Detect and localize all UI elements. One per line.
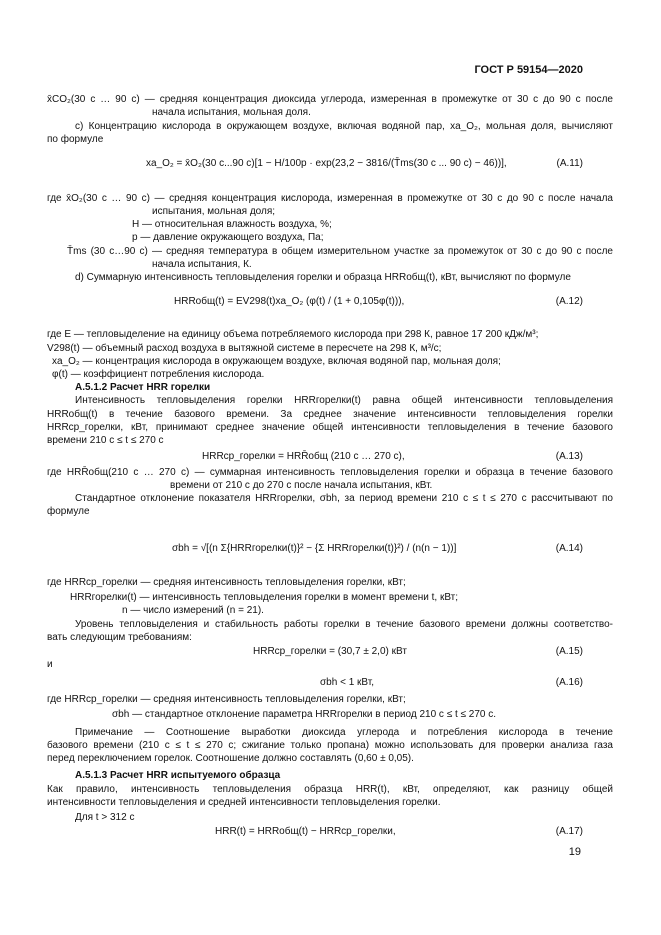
text-line: d) Суммарную интенсивность тепловыделения горелки и образца HRRобщ(t), кВт, вычисляют по формуле	[75, 272, 571, 283]
equation-number: (A.16)	[555, 677, 583, 688]
equation-number: (A.12)	[555, 296, 583, 307]
text-line: c) Концентрацию кислорода в окружающем воздухе, включая водяной пар, xa_O₂, мольная доля, вычисляют	[75, 121, 613, 132]
text-line: формуле	[47, 506, 90, 517]
note-line: перед переключением горелок. Соотношение должно составлять (0,60 ± 0,05).	[47, 753, 414, 764]
text-line: Интенсивность тепловыделения горелки HRRгорелки(t) равна общей интенсивности тепловыделения	[75, 395, 613, 406]
text-line: где HRR̄общ(210 с … 270 с) — суммарная интенсивность тепловыделения горелки и образца в течение базового	[47, 467, 613, 478]
text-line: HRRср_горелки, кВт, принимают среднее значение общей интенсивности тепловыделения в течение базового	[47, 422, 613, 433]
section-heading: A.5.1.2 Расчет HRR горелки	[75, 382, 211, 393]
text-line: начала испытания, К.	[152, 259, 252, 270]
equation-number: (A.11)	[556, 158, 583, 169]
text-line: Как правило, интенсивность тепловыделения образца HRR(t), кВт, определяют, как разницу общей	[47, 784, 613, 795]
text-line: HRRобщ(t) в течение базового времени. За среднее значение интенсивности тепловыделения горелки	[47, 409, 613, 420]
text-line: где x̄O₂(30 с … 90 с) — средняя концентрация кислорода, измеренная в промежутке от 30 с до 90 с после начала	[47, 193, 613, 204]
equation-a11: xa_O₂ = x̄O₂(30 с...90 с)[1 − H/100p · exp(23,2 − 3816/(T̄ms(30 с ... 90 с) − 46))],	[146, 158, 507, 169]
equation-a15: HRRср_горелки = (30,7 ± 2,0) кВт	[253, 646, 407, 657]
equation-number: (A.15)	[555, 646, 583, 657]
text-line: времени от 210 с до 270 с после начала испытания, кВт.	[170, 480, 433, 491]
equation-a17: HRR(t) = HRRобщ(t) − HRRср_горелки,	[215, 826, 396, 837]
equation-a16: σbh < 1 кВт,	[320, 677, 374, 688]
document-header: ГОСТ Р 59154—2020	[474, 64, 583, 76]
equation-a12: HRRобщ(t) = EV298(t)xa_O₂ (φ(t) / (1 + 0,105φ(t))),	[174, 296, 405, 307]
text-line: H — относительная влажность воздуха, %;	[132, 219, 332, 230]
text-line: по формуле	[47, 134, 104, 145]
text-line: где E — тепловыделение на единицу объема потребляемого кислорода при 298 К, равное 17 200 кДж/м³;	[47, 329, 539, 340]
text-line: начала испытания, мольная доля.	[152, 107, 311, 118]
text-line: T̄ms (30 с…90 с) — средняя температура в общем измерительном участке за промежуток от 30 с до 90 с после	[67, 246, 613, 257]
text-line: и	[47, 659, 53, 670]
text-line: σbh — стандартное отклонение параметра HRRгорелки в период 210 с ≤ t ≤ 270 с.	[112, 709, 497, 720]
text-line: где HRRср_горелки — средняя интенсивность тепловыделения горелки, кВт;	[47, 577, 406, 588]
text-line: n — число измерений (n = 21).	[122, 605, 264, 616]
note-line: базового времени (210 с ≤ t ≤ 270 с; сжигание только пропана) можно использовать для проверки анализа газа	[47, 740, 613, 751]
text-line: вать следующим требованиям:	[47, 632, 192, 643]
text-line: интенсивности тепловыделения и средней интенсивности тепловыделения горелки.	[47, 797, 441, 808]
text-line: x̄CO₂(30 с … 90 с) — средняя концентрация диоксида углерода, измеренная в промежутке от 30 с до 90 с после	[47, 94, 613, 105]
page-number: 19	[568, 846, 581, 858]
equation-a13: HRRср_горелки = HRR̄общ (210 с … 270 с),	[202, 451, 405, 462]
text-line: Уровень тепловыделения и стабильность работы горелки в течение базового времени должны соответство-	[75, 619, 613, 630]
text-line: где HRRср_горелки — средняя интенсивность тепловыделения горелки, кВт;	[47, 694, 406, 705]
text-line: времени 210 с ≤ t ≤ 270 с	[47, 435, 164, 446]
equation-number: (A.13)	[555, 451, 583, 462]
text-line: φ(t) — коэффициент потребления кислорода.	[52, 369, 265, 380]
text-line: Для t > 312 с	[75, 812, 135, 823]
equation-a14: σbh = √[(n Σ{HRRгорелки(t)}² − {Σ HRRгорелки(t)}²) / (n(n − 1))]	[172, 543, 457, 554]
text-line: xa_O₂ — концентрация кислорода в окружающем воздухе, включая водяной пар, мольная доля;	[52, 356, 501, 367]
equation-number: (A.14)	[555, 543, 583, 554]
text-line: V298(t) — объемный расход воздуха в вытяжной системе в пересчете на 298 К, м³/с;	[47, 343, 442, 354]
equation-number: (A.17)	[555, 826, 583, 837]
section-heading: A.5.1.3 Расчет HRR испытуемого образца	[75, 770, 281, 781]
text-line: HRRгорелки(t) — интенсивность тепловыделения горелки в момент времени t, кВт;	[70, 592, 459, 603]
text-line: испытания, мольная доля;	[152, 206, 276, 217]
note-line: Примечание — Соотношение выработки диоксида углерода и потребления кислорода в течение	[75, 727, 613, 738]
text-line: Стандартное отклонение показателя HRRгорелки, σbh, за период времени 210 с ≤ t ≤ 270 с рассчитывают по	[75, 493, 613, 504]
text-line: p — давление окружающего воздуха, Па;	[132, 232, 324, 243]
